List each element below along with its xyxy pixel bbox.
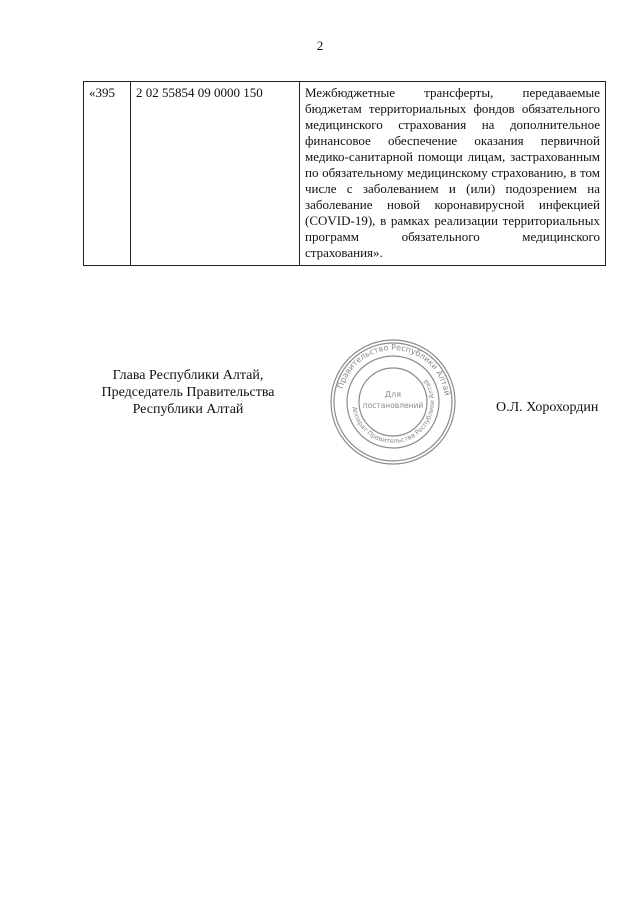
admin-code-cell: «395 (84, 82, 131, 266)
signature-title-line: Председатель Правительства (101, 385, 275, 400)
signature-title-line: Глава Республики Алтай, (112, 368, 264, 383)
official-seal (329, 338, 457, 466)
seal-outer-text: Правительство Республики Алтай (335, 342, 452, 397)
seal-center-line-2: постановлений (362, 401, 424, 410)
budget-classification-table (83, 81, 606, 266)
page-number: 2 (316, 38, 324, 53)
kbk-code-cell: 2 02 55854 09 0000 150 (131, 82, 300, 266)
seal-inner-text: Аппарат Правительства Республики Алтай (350, 377, 437, 446)
table-row (84, 82, 606, 266)
signer-name: О.Л. Хорохордин (496, 400, 599, 415)
signature-title (88, 367, 288, 418)
seal-graphic (329, 338, 457, 466)
seal-center-line-1: Для (384, 390, 402, 399)
signature-title-line: Республики Алтай (132, 402, 244, 417)
description-cell: Межбюджетные трансферты, передаваемые бюджетам территориальных фондов обязательного медицинского страхования на дополнительное финансовое обеспечение оказания первичной медико-санитарной помощи лицам, застрахованным по обязательному медицинскому страхованию, в том числе с заболеванием и (или) подозрением на заболевание новой коронавирусной инфекцией (COVID-19), в рамках реализации территориальных программ обязательного медицинского страхования». (300, 82, 606, 266)
